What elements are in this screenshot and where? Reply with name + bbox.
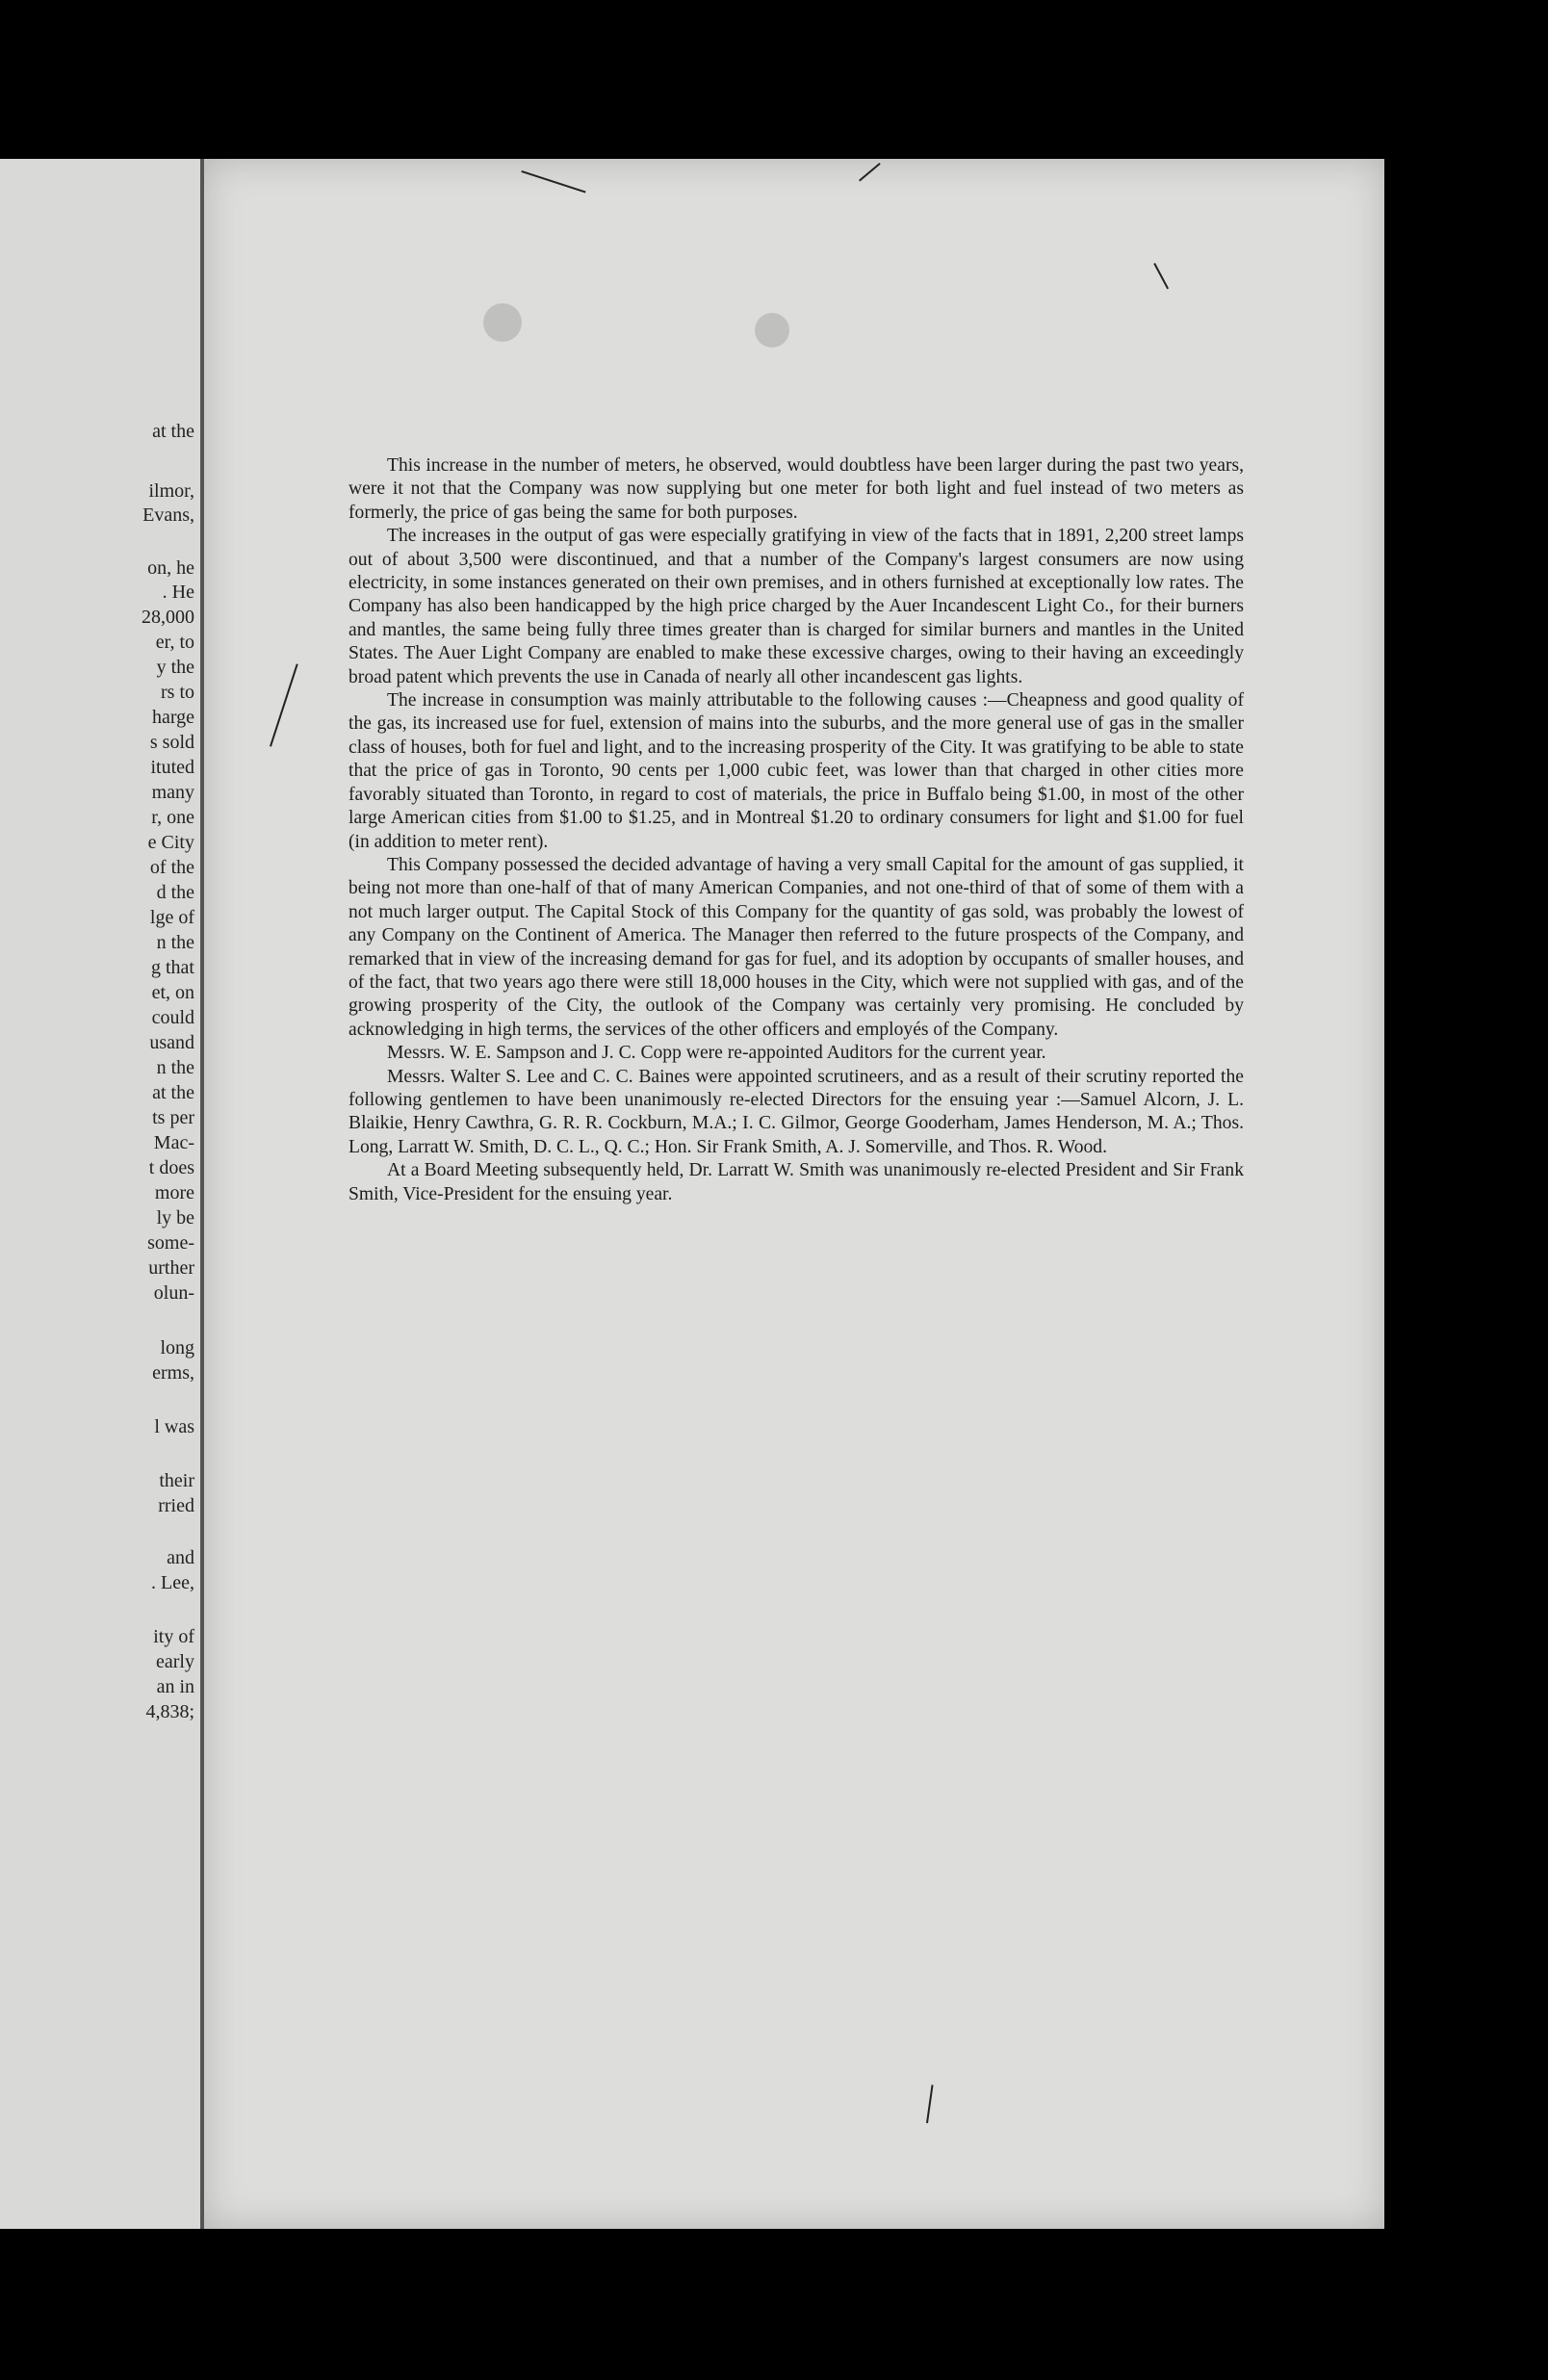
fragment-text: l was — [154, 1416, 194, 1437]
fragment-text: rried — [158, 1495, 194, 1516]
paragraph-output-increase: The increases in the output of gas were especially gratifying in view of the facts that in 1891, 2,200 street lamps out of about 3,500 were discontinued, and that a number of the Company's largest consumers are now using electricity, in some instances generated on their own premises, and in others furnished at exceptionally low rates. The Company has also been handicapped by the high price charged by the Auer Incandescent Light Co., for their burners and mantles, the same being fully three times greater than is charged for similar burners and mantles in the United States. The Auer Light Company are enabled to make these excessive charges, owing to their having an exceedingly broad patent which prevents the use in Canada of nearly all other incandescent gas lights. — [348, 526, 1244, 687]
fragment-text: olun- — [153, 1282, 194, 1304]
fragment-text: e City — [147, 832, 194, 853]
fragment-text: 28,000 — [142, 607, 194, 628]
paragraph-board-meeting: At a Board Meeting subsequently held, Dr. Larratt W. Smith was unanimously re-elected President and Sir Frank Smith, Vice-President for the ensuing year. — [348, 1160, 1244, 1204]
fragment-text: ilmor, — [148, 480, 194, 502]
previous-page-fragment — [0, 159, 200, 2229]
fragment-text: Evans, — [142, 504, 194, 526]
fragment-text: on, he — [147, 557, 194, 579]
stray-mark — [859, 163, 881, 182]
fragment-text: harge — [151, 707, 194, 728]
document-page — [204, 159, 1384, 2229]
fragment-text: long — [160, 1337, 194, 1358]
paragraph-consumption-causes: The increase in consumption was mainly attributable to the following causes :—Cheapness and good quality of the gas, its increased use for fuel, extension of mains into the suburbs, and the more general use of gas in the smaller class of houses, both for fuel and light, and to the increasing prosperity of the City. It was gratifying to be able to state that the price of gas in Toronto, 90 cents per 1,000 cubic feet, was lower than that charged in other cities more favorably situated than Toronto, in regard to cost of materials, the price in Buffalo being $1.00, in most of the other large American cities from $1.00 to $1.25, and in Montreal $1.20 to ordinary consumers for light and $1.00 for fuel (in addition to meter rent). — [348, 690, 1244, 852]
fragment-text: at the — [152, 421, 194, 442]
fragment-text: more — [154, 1182, 194, 1203]
fragment-text: s sold — [149, 732, 194, 753]
stray-mark — [926, 2084, 934, 2123]
stain-mark — [483, 303, 522, 342]
fragment-text: ity of — [153, 1626, 194, 1647]
fragment-text: . Lee, — [151, 1572, 194, 1593]
fragment-text: n the — [156, 1057, 194, 1078]
fragment-text: some- — [147, 1232, 194, 1254]
fragment-text: urther — [148, 1257, 194, 1279]
fragment-text: usand — [149, 1032, 194, 1053]
stray-mark — [521, 170, 585, 194]
fragment-text: ituted — [150, 757, 194, 778]
paragraph-scrutineers: Messrs. Walter S. Lee and C. C. Baines were appointed scrutineers, and as a result of their scrutiny reported the following gentlemen to have been unanimously re-elected Directors for the ensuing year :—Samuel Alcorn, J. L. Blaikie, Henry Cawthra, G. R. R. Cockburn, M.A.; I. C. Gilmor, George Gooderham, James Henderson, M. A.; Thos. Long, Larratt W. Smith, D. C. L., Q. C.; Hon. Sir Frank Smith, A. J. Somerville, and Thos. R. Wood. — [348, 1066, 1244, 1157]
body-text — [348, 454, 1244, 1206]
fragment-text: n the — [156, 932, 194, 953]
fragment-text: ly be — [156, 1207, 194, 1229]
fragment-text: lge of — [149, 907, 194, 928]
fragment-text: and — [167, 1547, 194, 1568]
fragment-text: erms, — [152, 1362, 194, 1384]
fragment-text: r, one — [151, 807, 194, 828]
fragment-text: t does — [148, 1157, 194, 1178]
fragment-text: early — [156, 1651, 194, 1672]
stray-mark — [1153, 263, 1169, 289]
fragment-text: y the — [156, 657, 194, 678]
stray-mark — [270, 663, 298, 746]
paragraph-auditors: Messrs. W. E. Sampson and J. C. Copp were re-appointed Auditors for the current year. — [387, 1043, 1046, 1064]
fragment-text: . He — [162, 582, 194, 603]
stain-mark — [755, 313, 789, 348]
fragment-text: ts per — [152, 1107, 194, 1128]
fragment-text: Mac- — [153, 1132, 194, 1153]
fragment-text: could — [151, 1007, 194, 1028]
paragraph-meters: This increase in the number of meters, he observed, would doubtless have been larger during the past two years, were it not that the Company was now supplying but one meter for both light and fuel instead of two meters as formerly, the price of gas being the same for both purposes. — [348, 455, 1244, 523]
fragment-text: 4,838; — [145, 1701, 194, 1722]
fragment-text: d the — [156, 882, 194, 903]
fragment-text: er, to — [155, 632, 194, 653]
fragment-text: of the — [149, 857, 194, 878]
fragment-text: an in — [156, 1676, 194, 1697]
fragment-text: many — [151, 782, 194, 803]
fragment-text: rs to — [161, 682, 194, 703]
fragment-text: et, on — [151, 982, 194, 1003]
fragment-text: g that — [151, 957, 194, 978]
paragraph-capital: This Company possessed the decided advantage of having a very small Capital for the amount of gas supplied, it being not more than one-half of that of many American Companies, and not one-third of that of some of them with a not much larger output. The Capital Stock of this Company for the quantity of gas sold, was probably the lowest of any Company on the Continent of America. The Manager then referred to the future prospects of the Company, and remarked that in view of the increasing demand for gas for fuel, and its adoption by occupants of smaller houses, and of the fact, that two years ago there were still 18,000 houses in the City, which were not supplied with gas, and of the growing prosperity of the City, the outlook of the Company was certainly very promising. He concluded by acknowledging in high terms, the services of the other officers and employés of the Company. — [348, 854, 1244, 1040]
fragment-text: at the — [152, 1082, 194, 1103]
fragment-text: their — [159, 1470, 194, 1491]
